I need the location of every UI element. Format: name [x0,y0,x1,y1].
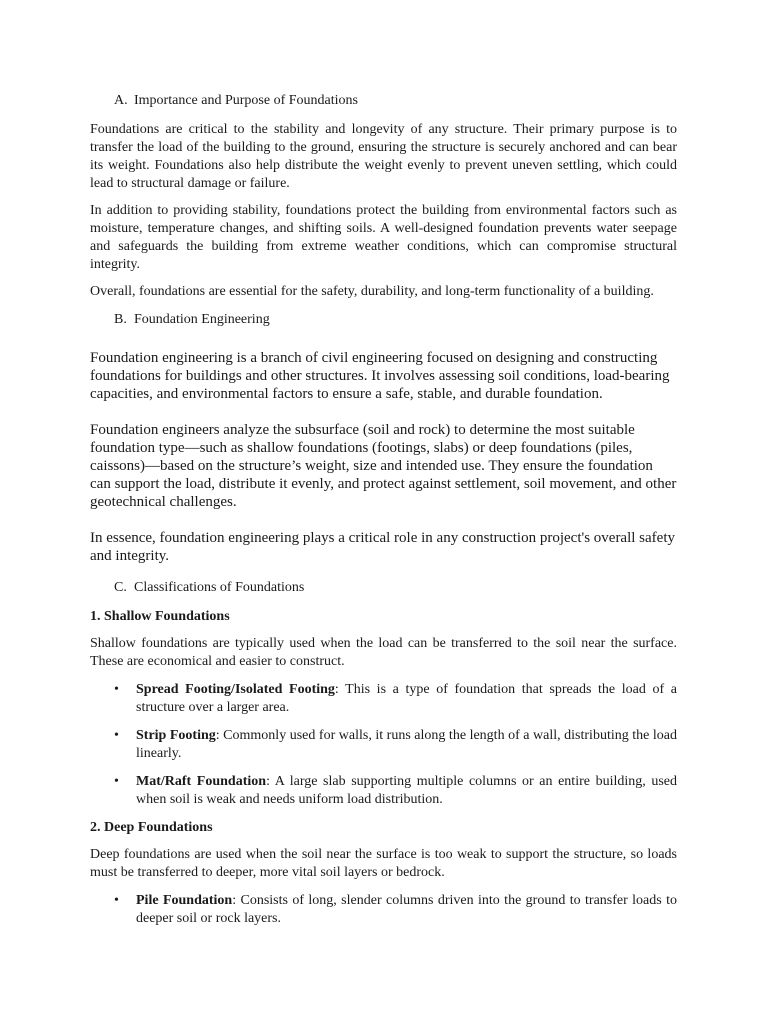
section-c-letter: C. [114,580,127,595]
list-item-text: : A large slab supporting multiple columns or an entire building, used when soil is weak and needs uniform load distribution. [136,774,677,807]
section-a-paragraph-2: In addition to providing stability, foundations protect the building from environmental factors such as moisture, temperature changes, and shifting soils. A well-designed foundation prevents water seepage and safeguards the building from extreme weather conditions, which can compromise structural integrity. [90,203,677,272]
bullet-icon: • [114,774,119,789]
section-a-letter: A. [114,93,128,108]
section-a-heading [90,92,677,110]
section-a-paragraph-1: Foundations are critical to the stability and longevity of any structure. Their primary purpose is to transfer the load of the building to the ground, ensuring the structure is securely anchored and can bear its weight. Foundations also help distribute the weight evenly to prevent uneven settling, which could lead to structural damage or failure. [90,122,677,191]
section-b-letter: B. [114,312,127,327]
section-b-heading [90,311,677,329]
list-item-text: : Commonly used for walls, it runs along the length of a wall, distributing the load linearly. [136,728,677,761]
section-b-title: Foundation Engineering [134,312,270,327]
deep-foundations-heading: 2. Deep Foundations [90,820,213,835]
list-item [90,681,677,717]
shallow-foundations-intro: Shallow foundations are typically used when the load can be transferred to the soil near the surface. These are economical and easier to construct. [90,636,677,669]
list-item-term: Pile Foundation [136,893,233,908]
list-item-term: Spread Footing/Isolated Footing [136,682,335,697]
deep-foundations-intro: Deep foundations are used when the soil near the surface is too weak to support the structure, so loads must be transferred to deeper, more vital soil layers or bedrock. [90,847,677,880]
section-c-heading [90,579,677,597]
section-a-paragraph-3: Overall, foundations are essential for the safety, durability, and long-term functionality of a building. [90,284,654,299]
section-b-paragraph-3: In essence, foundation engineering plays a critical role in any construction project's overall safety and integrity. [90,530,675,564]
section-b-paragraph-1: Foundation engineering is a branch of civil engineering focused on designing and constructing foundations for buildings and other structures. It involves assessing soil conditions, load-bearing capacities, and environmental factors to ensure a safe, stable, and durable foundation. [90,350,670,402]
bullet-icon: • [114,893,119,908]
section-b-paragraph-2: Foundation engineers analyze the subsurface (soil and rock) to determine the most suitable foundation type—such as shallow foundations (footings, slabs) or deep foundations (piles, caissons)—based on the structure’s weight, size and intended use. They ensure the foundation can support the load, distribute it evenly, and protect against settlement, soil movement, and other geotechnical challenges. [90,422,677,510]
section-c-title: Classifications of Foundations [134,580,305,595]
list-item-text: : Consists of long, slender columns driven into the ground to transfer loads to deeper soil or rock layers. [136,893,678,926]
section-a-title: Importance and Purpose of Foundations [134,93,358,108]
document-page [90,88,677,938]
list-item [90,727,677,763]
shallow-foundations-heading: 1. Shallow Foundations [90,609,230,624]
list-item-term: Mat/Raft Foundation [136,774,267,789]
list-item [90,773,677,809]
list-item [90,892,677,928]
bullet-icon: • [114,728,119,743]
bullet-icon: • [114,682,119,697]
shallow-foundations-list [90,681,677,809]
list-item-text: : This is a type of foundation that spreads the load of a structure over a larger area. [136,682,677,715]
list-item-term: Strip Footing [136,728,216,743]
deep-foundations-list [90,892,677,928]
